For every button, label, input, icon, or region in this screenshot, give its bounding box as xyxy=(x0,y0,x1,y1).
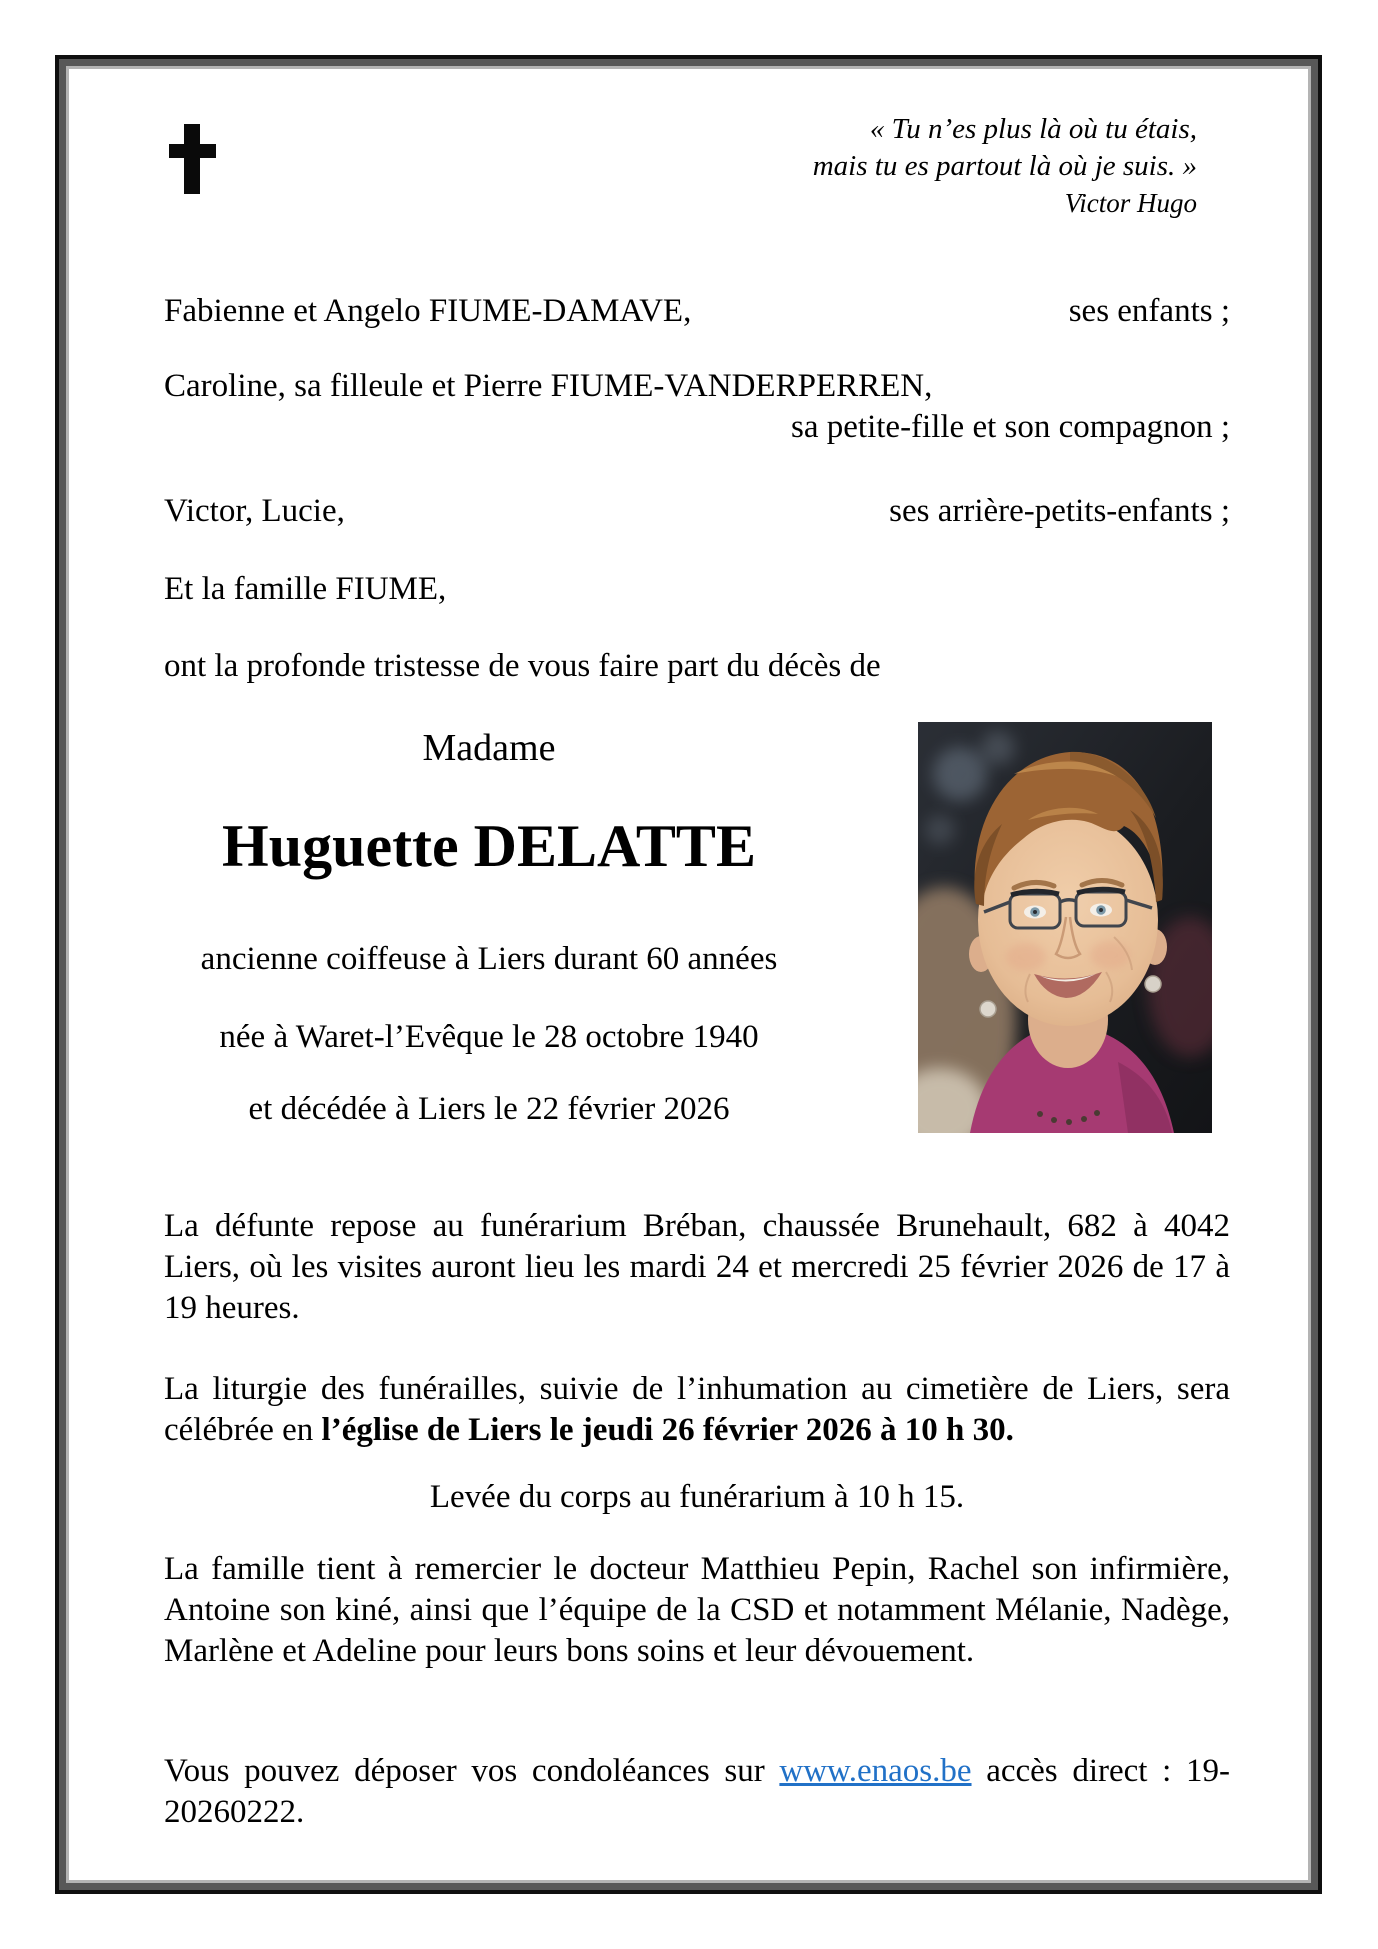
body-removal-line: Levée du corps au funérarium à 10 h 15. xyxy=(429,1479,965,1515)
condolences-paragraph xyxy=(164,1751,1230,1833)
thanks-paragraph: La famille tient à remercier le docteur Matthieu Pepin, Rachel son infirmière, Antoine son kiné, ainsi que l’équipe de la CSD et notamment Mélanie, Nadège, Marlène et Adeline pour leurs bons soins et leur dévouement. xyxy=(164,1551,1230,1669)
family-row-granddaughter xyxy=(164,366,1230,406)
deceased-death: et décédée à Liers le 22 février 2026 xyxy=(248,1091,730,1127)
deceased-name: Huguette DELATTE xyxy=(222,813,756,879)
announcement-sentence: ont la profonde tristesse de vous faire part du décès de xyxy=(164,648,881,684)
family-relation-granddaughter: sa petite-fille et son compagnon ; xyxy=(791,409,1230,445)
deceased-profession: ancienne coiffeuse à Liers durant 60 années xyxy=(200,941,778,977)
quote-author: Victor Hugo xyxy=(1064,188,1197,218)
family-relation-great-grandchildren: ses arrière-petits-enfants ; xyxy=(889,493,1230,529)
family-row-children xyxy=(164,291,1230,331)
deceased-birth: née à Waret-l’Evêque le 28 octobre 1940 xyxy=(219,1019,759,1055)
quote-line-1: « Tu n’es plus là où tu étais, xyxy=(869,113,1197,145)
cross-vertical-bar xyxy=(184,124,200,194)
deceased-title: Madame xyxy=(422,727,556,769)
decorative-frame xyxy=(55,55,1322,1894)
cross-horizontal-bar xyxy=(169,144,216,158)
condolences-post-text: accès direct : 19-20260222. xyxy=(164,1753,1230,1830)
family-relation-children: ses enfants ; xyxy=(1068,293,1230,329)
wake-paragraph: La défunte repose au funérarium Bréban, chaussée Brunehault, 682 à 4042 Liers, où les visites auront lieu les mardi 24 et mercredi 25 février 2026 de 17 à 19 heures. xyxy=(164,1208,1230,1326)
frame-middle-band xyxy=(59,59,1318,1890)
funeral-paragraph-regular: La liturgie des funérailles, suivie de l’inhumation au cimetière de Liers, sera célébrée en xyxy=(164,1371,1230,1448)
frame-inner-content xyxy=(66,66,1311,1883)
enaos-link[interactable]: www.enaos.be xyxy=(779,1753,972,1789)
funeral-paragraph-bold: l’église de Liers le jeudi 26 février 2026 à 10 h 30. xyxy=(321,1412,1014,1448)
epigraph-quote xyxy=(813,111,1197,222)
quote-line-2: mais tu es partout là où je suis. » xyxy=(812,150,1197,182)
family-names-children: Fabienne et Angelo FIUME-DAMAVE, xyxy=(164,293,692,329)
family-row-extended: Et la famille FIUME, xyxy=(164,571,447,607)
family-names-great-grandchildren: Victor, Lucie, xyxy=(164,493,345,529)
latin-cross-icon xyxy=(169,124,216,194)
condolences-pre-text: Vous pouvez déposer vos condoléances sur xyxy=(164,1753,780,1789)
funeral-paragraph xyxy=(164,1369,1230,1451)
family-names-granddaughter: Caroline, sa filleule et Pierre FIUME-VANDERPERREN, xyxy=(164,368,933,404)
portrait-photo xyxy=(918,722,1212,1133)
family-row-great-grandchildren xyxy=(164,491,1230,531)
